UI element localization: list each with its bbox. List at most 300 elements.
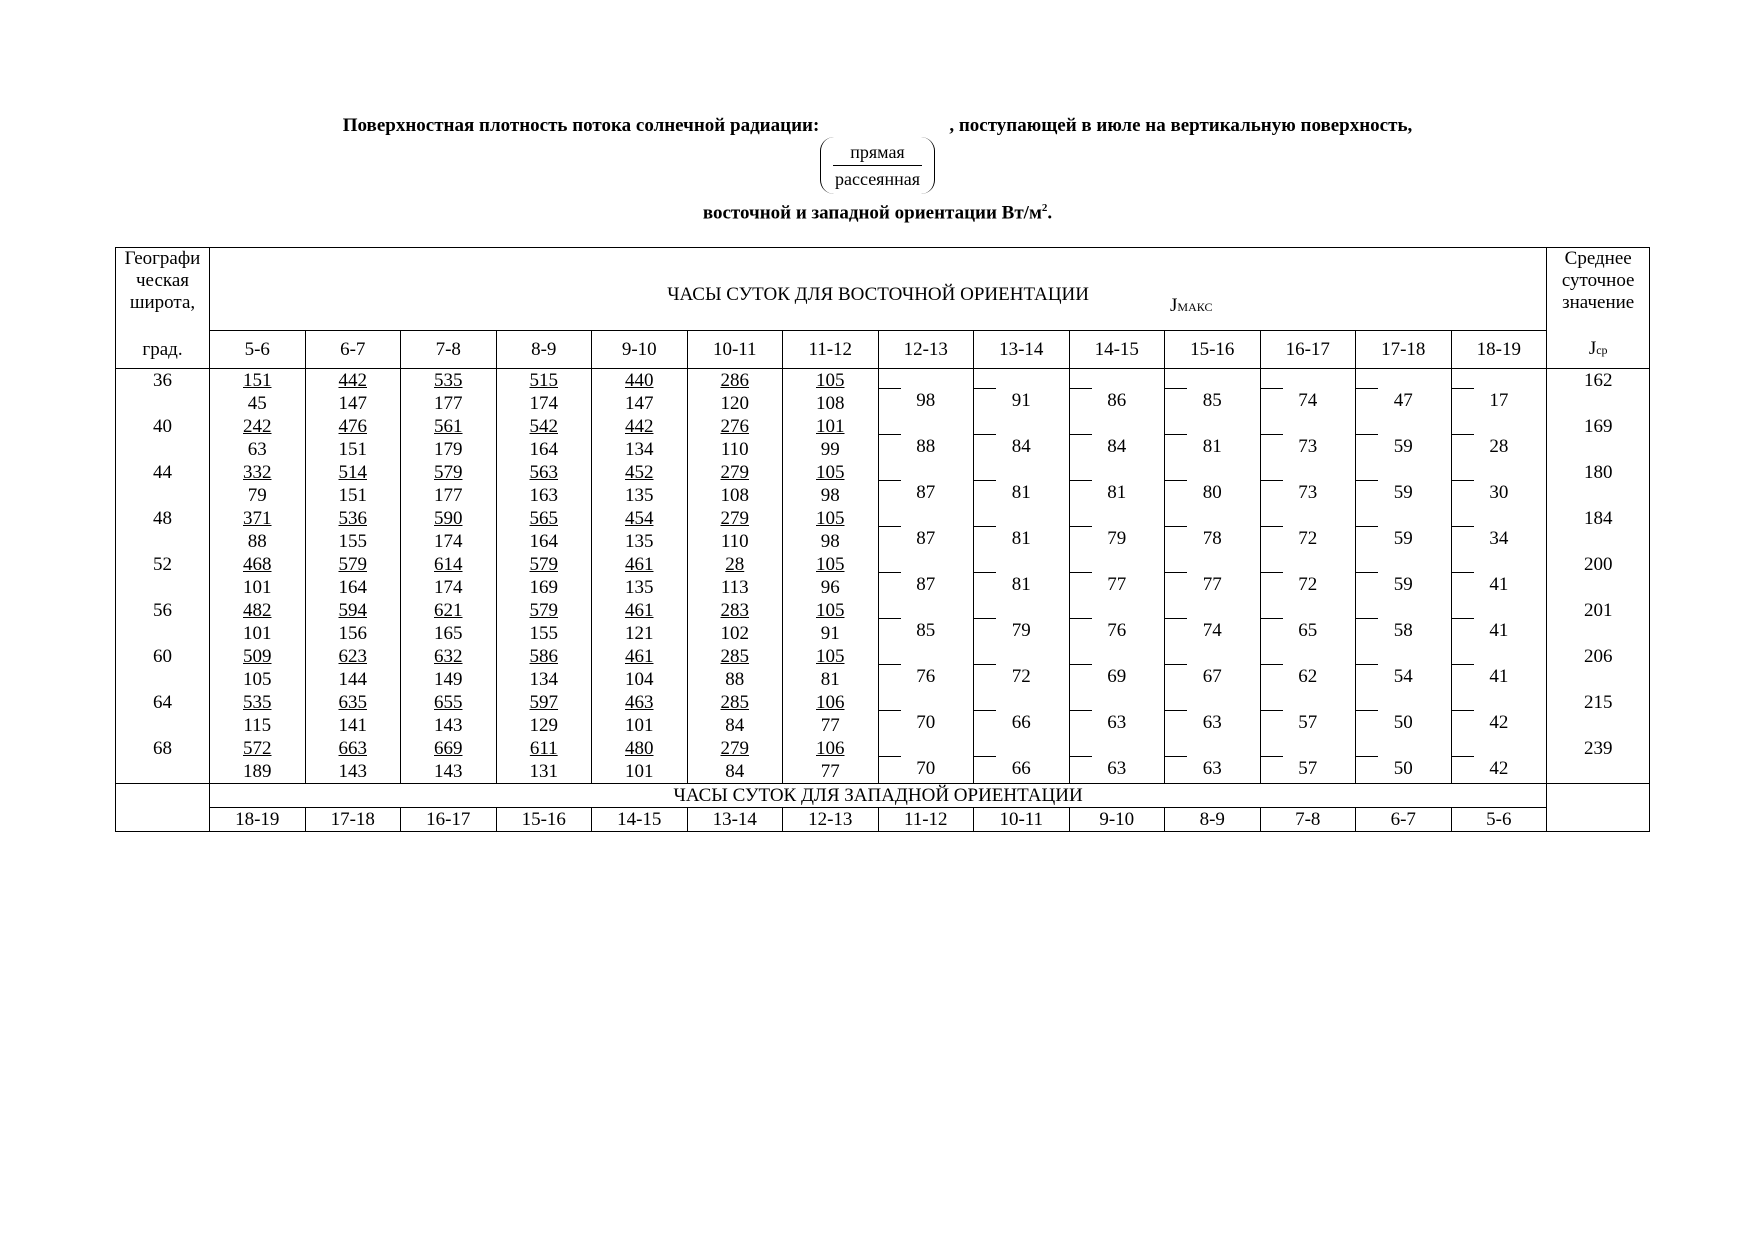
- value-cell: [1165, 599, 1261, 645]
- direct-value: 371: [243, 508, 272, 529]
- value-cell: [1356, 461, 1452, 507]
- diffuse-value: 72: [1298, 528, 1318, 549]
- direct-dash: [1261, 377, 1356, 389]
- value-cell: [1165, 461, 1261, 507]
- west-hour-header: 11-12: [878, 808, 974, 832]
- diffuse-value: 74: [1202, 620, 1222, 641]
- value-cell: [1069, 645, 1165, 691]
- value-cell: [592, 599, 688, 645]
- diffuse-value: 57: [1298, 712, 1318, 733]
- diffuse-value: 76: [1107, 620, 1127, 641]
- value-cell: [687, 461, 783, 507]
- value-cell: [401, 737, 497, 784]
- value-cell: [687, 369, 783, 416]
- diffuse-value: 47: [1393, 390, 1413, 411]
- diffuse-value: 134: [529, 669, 558, 690]
- east-hour-header: 17-18: [1356, 331, 1452, 369]
- diffuse-value: 88: [725, 669, 745, 690]
- average-cell: 201: [1547, 599, 1650, 645]
- value-cell: [1260, 599, 1356, 645]
- direct-dash: [879, 699, 974, 711]
- average-cell: 180: [1547, 461, 1650, 507]
- diffuse-value: 77: [820, 715, 840, 736]
- direct-dash: [1070, 745, 1165, 757]
- direct-dash: [1261, 653, 1356, 665]
- direct-dash: [1452, 607, 1547, 619]
- diffuse-value: 98: [820, 485, 840, 506]
- value-cell: [210, 645, 306, 691]
- value-cell: [974, 507, 1070, 553]
- direct-dash: [1356, 469, 1451, 481]
- value-cell: [1356, 553, 1452, 599]
- diffuse-value: 155: [338, 531, 367, 552]
- direct-dash: [1261, 561, 1356, 573]
- latitude-cell: 48: [116, 507, 210, 553]
- direct-value: 655: [434, 692, 463, 713]
- value-cell: [401, 461, 497, 507]
- value-cell: [878, 507, 974, 553]
- direct-value: 572: [243, 738, 272, 759]
- direct-value: 614: [434, 554, 463, 575]
- east-hour-header: 16-17: [1260, 331, 1356, 369]
- direct-value: 632: [434, 646, 463, 667]
- east-hour-header: 18-19: [1451, 331, 1547, 369]
- diffuse-value: 169: [529, 577, 558, 598]
- direct-dash: [974, 653, 1069, 665]
- direct-value: 105: [816, 554, 845, 575]
- west-hour-header: 13-14: [687, 808, 783, 832]
- direct-value: 468: [243, 554, 272, 575]
- direct-dash: [1261, 745, 1356, 757]
- direct-value: 279: [720, 462, 749, 483]
- west-hour-header: 16-17: [401, 808, 497, 832]
- diffuse-value: 101: [243, 623, 272, 644]
- direct-value: 106: [816, 692, 845, 713]
- value-cell: [974, 553, 1070, 599]
- diffuse-value: 50: [1393, 712, 1413, 733]
- direct-dash: [1356, 423, 1451, 435]
- value-cell: [305, 645, 401, 691]
- value-cell: [1165, 737, 1261, 784]
- diffuse-value: 135: [625, 485, 654, 506]
- value-cell: [783, 691, 879, 737]
- latitude-cell: 40: [116, 415, 210, 461]
- diffuse-value: 164: [529, 439, 558, 460]
- value-cell: [1451, 553, 1547, 599]
- direct-value: 579: [434, 462, 463, 483]
- value-cell: [401, 415, 497, 461]
- diffuse-value: 134: [625, 439, 654, 460]
- value-cell: [1451, 691, 1547, 737]
- value-cell: [1260, 691, 1356, 737]
- diffuse-value: 189: [243, 761, 272, 782]
- table-row: [116, 645, 1650, 691]
- value-cell: [783, 737, 879, 784]
- diffuse-value: 79: [247, 485, 267, 506]
- direct-dash: [974, 699, 1069, 711]
- fraction-numerator: прямая: [833, 139, 922, 166]
- direct-dash: [1165, 745, 1260, 757]
- diffuse-value: 50: [1393, 758, 1413, 779]
- diffuse-value: 59: [1393, 436, 1413, 457]
- value-cell: [878, 691, 974, 737]
- value-cell: [1451, 415, 1547, 461]
- east-hour-header: 15-16: [1165, 331, 1261, 369]
- value-cell: [210, 737, 306, 784]
- diffuse-value: 78: [1202, 528, 1222, 549]
- title-right: , поступающей в июле на вертикальную поверхность,: [949, 115, 1413, 136]
- diffuse-value: 174: [529, 393, 558, 414]
- direct-diffuse-fraction: [820, 137, 935, 194]
- direct-value: 106: [816, 738, 845, 759]
- value-cell: [1356, 737, 1452, 784]
- table-row: [116, 553, 1650, 599]
- value-cell: [1260, 645, 1356, 691]
- direct-dash: [974, 469, 1069, 481]
- table-row: [116, 461, 1650, 507]
- direct-value: 586: [529, 646, 558, 667]
- diffuse-value: 177: [434, 485, 463, 506]
- direct-value: 279: [720, 508, 749, 529]
- diffuse-value: 59: [1393, 528, 1413, 549]
- diffuse-value: 58: [1393, 620, 1413, 641]
- diffuse-value: 73: [1298, 436, 1318, 457]
- value-cell: [496, 461, 592, 507]
- west-hour-header: 17-18: [305, 808, 401, 832]
- direct-value: 285: [720, 692, 749, 713]
- value-cell: [1356, 507, 1452, 553]
- value-cell: [592, 461, 688, 507]
- direct-value: 579: [338, 554, 367, 575]
- direct-dash: [1356, 653, 1451, 665]
- diffuse-value: 81: [1107, 482, 1127, 503]
- direct-value: 105: [816, 462, 845, 483]
- title-line-1: [0, 115, 1755, 137]
- value-cell: [592, 553, 688, 599]
- direct-dash: [1452, 515, 1547, 527]
- value-cell: [210, 415, 306, 461]
- value-cell: [974, 461, 1070, 507]
- value-cell: [1356, 369, 1452, 416]
- west-hour-header: 10-11: [974, 808, 1070, 832]
- value-cell: [305, 369, 401, 416]
- direct-value: 482: [243, 600, 272, 621]
- direct-dash: [1356, 699, 1451, 711]
- value-cell: [496, 645, 592, 691]
- diffuse-value: 87: [916, 482, 936, 503]
- title-line-3: [0, 196, 1755, 225]
- value-cell: [401, 645, 497, 691]
- diffuse-value: 77: [1107, 574, 1127, 595]
- direct-value: 463: [625, 692, 654, 713]
- direct-dash: [1070, 699, 1165, 711]
- value-cell: [1069, 691, 1165, 737]
- diffuse-value: 74: [1298, 390, 1318, 411]
- direct-dash: [1165, 377, 1260, 389]
- diffuse-value: 129: [529, 715, 558, 736]
- diffuse-value: 67: [1202, 666, 1222, 687]
- direct-dash: [1165, 515, 1260, 527]
- diffuse-value: 72: [1011, 666, 1031, 687]
- east-hour-header: 10-11: [687, 331, 783, 369]
- value-cell: [1356, 691, 1452, 737]
- diffuse-value: 144: [338, 669, 367, 690]
- direct-dash: [1070, 423, 1165, 435]
- direct-value: 454: [625, 508, 654, 529]
- title-units: восточной и западной ориентации Вт/м: [702, 202, 1042, 224]
- value-cell: [1451, 599, 1547, 645]
- west-hour-header: 12-13: [783, 808, 879, 832]
- value-cell: [687, 737, 783, 784]
- direct-value: 514: [338, 462, 367, 483]
- latitude-cell: 68: [116, 737, 210, 784]
- value-cell: [687, 507, 783, 553]
- diffuse-value: 57: [1298, 758, 1318, 779]
- diffuse-value: 69: [1107, 666, 1127, 687]
- value-cell: [1451, 507, 1547, 553]
- direct-dash: [1070, 653, 1165, 665]
- value-cell: [1069, 599, 1165, 645]
- diffuse-value: 155: [529, 623, 558, 644]
- direct-value: 565: [529, 508, 558, 529]
- value-cell: [878, 737, 974, 784]
- diffuse-value: 86: [1107, 390, 1127, 411]
- diffuse-value: 79: [1011, 620, 1031, 641]
- diffuse-value: 85: [916, 620, 936, 641]
- direct-dash: [1452, 469, 1547, 481]
- value-cell: [496, 691, 592, 737]
- value-cell: [496, 737, 592, 784]
- value-cell: [496, 599, 592, 645]
- west-average-empty: [1547, 784, 1650, 832]
- value-cell: [305, 507, 401, 553]
- direct-value: 332: [243, 462, 272, 483]
- value-cell: [687, 691, 783, 737]
- value-cell: [687, 415, 783, 461]
- value-cell: [878, 369, 974, 416]
- west-hour-header: 8-9: [1165, 808, 1261, 832]
- direct-dash: [1070, 561, 1165, 573]
- direct-dash: [1356, 377, 1451, 389]
- diffuse-value: 87: [916, 528, 936, 549]
- value-cell: [1069, 415, 1165, 461]
- direct-value: 461: [625, 646, 654, 667]
- value-cell: [1451, 369, 1547, 416]
- diffuse-value: 81: [1202, 436, 1222, 457]
- diffuse-value: 70: [916, 712, 936, 733]
- value-cell: [974, 369, 1070, 416]
- average-cell: 200: [1547, 553, 1650, 599]
- diffuse-value: 79: [1107, 528, 1127, 549]
- diffuse-value: 110: [720, 439, 749, 460]
- value-cell: [1260, 369, 1356, 416]
- diffuse-value: 108: [816, 393, 845, 414]
- value-cell: [1356, 415, 1452, 461]
- direct-dash: [1261, 515, 1356, 527]
- diffuse-value: 59: [1393, 574, 1413, 595]
- value-cell: [305, 553, 401, 599]
- direct-dash: [974, 515, 1069, 527]
- diffuse-value: 141: [338, 715, 367, 736]
- diffuse-value: 84: [725, 715, 745, 736]
- direct-value: 663: [338, 738, 367, 759]
- value-cell: [783, 645, 879, 691]
- value-cell: [1260, 553, 1356, 599]
- value-cell: [496, 369, 592, 416]
- value-cell: [305, 691, 401, 737]
- direct-dash: [1165, 699, 1260, 711]
- value-cell: [305, 737, 401, 784]
- east-hour-header: 8-9: [496, 331, 592, 369]
- diffuse-value: 101: [625, 715, 654, 736]
- direct-dash: [879, 653, 974, 665]
- value-cell: [974, 737, 1070, 784]
- diffuse-value: 73: [1298, 482, 1318, 503]
- value-cell: [592, 369, 688, 416]
- direct-dash: [1070, 515, 1165, 527]
- diffuse-value: 120: [720, 393, 749, 414]
- east-hour-header: 5-6: [210, 331, 306, 369]
- value-cell: [878, 645, 974, 691]
- west-hour-header: 6-7: [1356, 808, 1452, 832]
- direct-value: 535: [243, 692, 272, 713]
- direct-dash: [974, 745, 1069, 757]
- title-left: Поверхностная плотность потока солнечной радиации:: [342, 115, 820, 136]
- diffuse-value: 174: [434, 531, 463, 552]
- direct-dash: [1070, 377, 1165, 389]
- direct-value: 461: [625, 600, 654, 621]
- diffuse-value: 76: [916, 666, 936, 687]
- direct-dash: [1070, 607, 1165, 619]
- title-units-sup: 2: [1041, 202, 1048, 214]
- value-cell: [210, 461, 306, 507]
- diffuse-value: 110: [720, 531, 749, 552]
- diffuse-value: 88: [247, 531, 267, 552]
- east-hour-header: 7-8: [401, 331, 497, 369]
- direct-dash: [879, 377, 974, 389]
- value-cell: [783, 507, 879, 553]
- direct-value: 285: [720, 646, 749, 667]
- direct-dash: [974, 423, 1069, 435]
- direct-dash: [1356, 515, 1451, 527]
- value-cell: [1260, 507, 1356, 553]
- west-latitude-empty: [116, 784, 210, 832]
- value-cell: [1165, 507, 1261, 553]
- value-cell: [783, 461, 879, 507]
- direct-dash: [879, 515, 974, 527]
- value-cell: [1260, 415, 1356, 461]
- direct-dash: [1165, 561, 1260, 573]
- value-cell: [305, 461, 401, 507]
- average-cell: 169: [1547, 415, 1650, 461]
- direct-dash: [1452, 745, 1547, 757]
- diffuse-value: 66: [1011, 712, 1031, 733]
- latitude-cell: 64: [116, 691, 210, 737]
- value-cell: [592, 507, 688, 553]
- table-row: [116, 507, 1650, 553]
- average-cell: 162: [1547, 369, 1650, 416]
- value-cell: [210, 691, 306, 737]
- value-cell: [974, 415, 1070, 461]
- direct-dash: [1261, 469, 1356, 481]
- direct-value: 579: [529, 554, 558, 575]
- diffuse-value: 91: [820, 623, 840, 644]
- average-cell: 239: [1547, 737, 1650, 784]
- direct-value: 635: [338, 692, 367, 713]
- value-cell: [1451, 737, 1547, 784]
- diffuse-value: 81: [1011, 528, 1031, 549]
- direct-value: 151: [243, 370, 272, 391]
- direct-dash: [974, 561, 1069, 573]
- direct-value: 623: [338, 646, 367, 667]
- title-end: .: [1047, 202, 1053, 224]
- diffuse-value: 147: [625, 393, 654, 414]
- diffuse-value: 70: [916, 758, 936, 779]
- value-cell: [1165, 691, 1261, 737]
- direct-value: 535: [434, 370, 463, 391]
- diffuse-value: 84: [1011, 436, 1031, 457]
- diffuse-value: 81: [1011, 482, 1031, 503]
- fraction-denominator: рассеянная: [835, 169, 920, 189]
- value-cell: [401, 553, 497, 599]
- value-cell: [496, 553, 592, 599]
- direct-value: 542: [529, 416, 558, 437]
- direct-dash: [1261, 607, 1356, 619]
- diffuse-value: 65: [1298, 620, 1318, 641]
- direct-dash: [1165, 653, 1260, 665]
- direct-value: 476: [338, 416, 367, 437]
- diffuse-value: 59: [1393, 482, 1413, 503]
- table-row: [116, 737, 1650, 784]
- diffuse-value: 143: [434, 761, 463, 782]
- value-cell: [1165, 415, 1261, 461]
- average-header: Среднее суточное значение: [1547, 248, 1650, 331]
- direct-dash: [879, 607, 974, 619]
- javg-label: Jср: [1547, 331, 1650, 369]
- diffuse-value: 149: [434, 669, 463, 690]
- diffuse-value: 80: [1202, 482, 1222, 503]
- value-cell: [592, 415, 688, 461]
- value-cell: [1165, 645, 1261, 691]
- value-cell: [401, 599, 497, 645]
- direct-dash: [974, 377, 1069, 389]
- diffuse-value: 63: [247, 439, 267, 460]
- diffuse-value: 101: [243, 577, 272, 598]
- direct-dash: [1452, 377, 1547, 389]
- direct-value: 590: [434, 508, 463, 529]
- east-hour-header: 9-10: [592, 331, 688, 369]
- diffuse-value: 105: [243, 669, 272, 690]
- value-cell: [305, 415, 401, 461]
- radiation-table: [115, 247, 1650, 832]
- value-cell: [1451, 461, 1547, 507]
- diffuse-value: 72: [1298, 574, 1318, 595]
- diffuse-value: 91: [1011, 390, 1031, 411]
- value-cell: [1165, 369, 1261, 416]
- direct-value: 561: [434, 416, 463, 437]
- table-row: [116, 691, 1650, 737]
- latitude-unit: град.: [116, 331, 210, 369]
- latitude-cell: 52: [116, 553, 210, 599]
- direct-value: 594: [338, 600, 367, 621]
- diffuse-value: 147: [338, 393, 367, 414]
- table-title: [0, 115, 1755, 225]
- diffuse-value: 77: [820, 761, 840, 782]
- value-cell: [1260, 461, 1356, 507]
- diffuse-value: 63: [1202, 712, 1222, 733]
- value-cell: [401, 507, 497, 553]
- direct-value: 515: [529, 370, 558, 391]
